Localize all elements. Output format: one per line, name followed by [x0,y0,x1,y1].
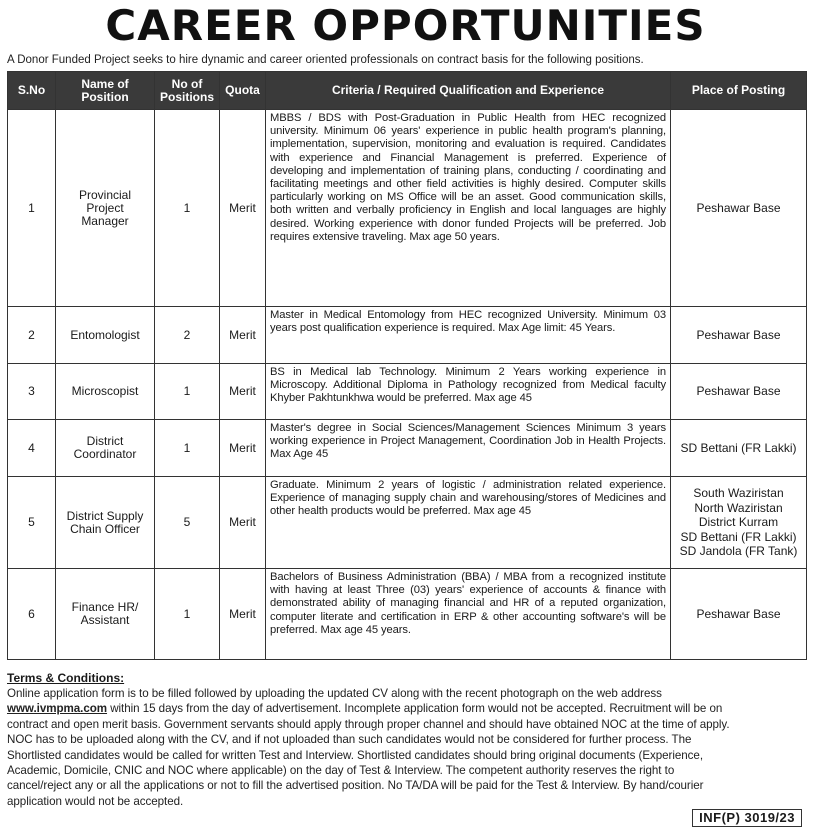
terms-body [7,686,806,809]
table-row [8,307,807,364]
cell-quota: Merit [220,569,266,660]
reference-number: INF(P) 3019/23 [692,809,802,827]
cell-text: SD Jandola (FR Tank) [679,544,798,559]
terms-line: cancel/reject any or all the applications or not to fill the advertised position. No TA/DA will be paid for the Test & Interview. By hand/courier [7,779,704,793]
cell-position-name [56,420,155,477]
table-row [8,420,807,477]
table-row [8,110,807,307]
cell-posting [671,420,807,477]
cell-sno: 4 [8,420,56,477]
header-quota: Quota [220,72,266,110]
cell-position-name [56,110,155,307]
cell-positions: 1 [155,364,220,420]
header-position-name [56,72,155,110]
cell-text: Manager [81,213,129,228]
intro-text: A Donor Funded Project seeks to hire dynamic and career oriented professionals on contract basis for the following positions. [7,54,644,66]
terms-line: contract and open merit basis. Government servants should apply through proper channel and should have obtained NOC at the time of apply. [7,717,730,731]
cell-positions: 1 [155,569,220,660]
cell-position-name [56,569,155,660]
cell-text: District Supply [66,508,144,523]
cell-position-name [56,307,155,364]
website-link[interactable]: www.ivmpma.com [7,702,108,716]
header-text: Positions [159,89,214,104]
cell-sno: 3 [8,364,56,420]
cell-text: Chain Officer [70,521,140,536]
terms-line: Shortlisted candidates would be called for written Test and Interview. Shortlisted candidates should bring original documents (Experience, [7,748,703,762]
terms-line: application would not be accepted. [7,794,184,808]
terms-line: Academic, Domicile, CNIC and NOC where applicable) on the day of Test & Interview. The competent authority reserves the right to [7,764,675,778]
page-title: CAREER OPPORTUNITIES [105,1,706,50]
cell-positions: 2 [155,307,220,364]
terms-line: NOC has to be uploaded along with the CV, and if not uploaded than such candidates would not be considered for further process. The [7,733,692,747]
cell-sno: 5 [8,477,56,569]
cell-quota: Merit [220,307,266,364]
cell-position-name [56,364,155,420]
cell-text: Project [86,200,124,215]
positions-table [7,71,807,660]
cell-quota: Merit [220,364,266,420]
cell-criteria: MBBS / BDS with Post-Graduation in Public Health from HEC recognized university. Minimum 06 years' experience in public health program's planning, implementation, supervision, monitoring and evaluation is required. Candidates with experience and Financial Management is preferred. Experience of developing and implementation of training plans, conducting / coordinating and facilitating meetings and other field activities is highly desired. Computer skills particularly working on MS Office will be an asset. Good communication skills, both written and verbally proficiency in English and local languages are highly desired. Working experience with donor funded Projects will be preferred. Job requires extensive traveling. Max age 50 years. [266,110,671,307]
cell-criteria: Master's degree in Social Sciences/Management Sciences Minimum 3 years working experience in Project Management, Coordination Job in Health Projects. Max Age 45 [266,420,671,477]
cell-text: Microscopist [71,384,139,398]
cell-posting [671,477,807,569]
terms-text: within 15 days from the day of advertisement. Incomplete application form would not be accepted. Recruitment will be on [107,702,723,716]
cell-text: SD Bettani (FR Lakki) [680,440,797,455]
cell-position-name [56,477,155,569]
cell-quota: Merit [220,477,266,569]
cell-text: Peshawar Base [696,606,781,621]
header-no-of-positions [155,72,220,110]
terms-and-conditions [7,671,806,809]
cell-posting [671,364,807,420]
header-text: Name of [81,76,129,91]
terms-line [7,701,806,716]
cell-text: South Waziristan [693,486,784,501]
cell-text: Peshawar Base [696,327,781,342]
advertisement-page [3,3,808,829]
cell-text: SD Bettani (FR Lakki) [680,529,797,544]
cell-posting [671,110,807,307]
header-criteria: Criteria / Required Qualification and Experience [266,72,671,110]
table-row [8,569,807,660]
cell-text: North Waziristan [694,500,783,515]
table-row [8,364,807,420]
header-text: Position [81,89,129,104]
header-sno: S.No [8,72,56,110]
cell-criteria: Bachelors of Business Administration (BBA) / MBA from a recognized institute with having at least Three (03) years' experience of accounts & finance with demonstrated ability of managing financial and HR of a reputed organization, computer literate and certification in ERP & other accounting software's will be preferred. Max age 45 years. [266,569,671,660]
cell-text: Entomologist [70,327,140,342]
cell-posting [671,569,807,660]
terms-heading: Terms & Conditions: [7,671,125,685]
cell-text: Peshawar Base [696,200,781,215]
cell-text: District [86,434,124,448]
header-place-of-posting: Place of Posting [671,72,807,110]
cell-positions: 1 [155,110,220,307]
cell-criteria: Graduate. Minimum 2 years of logistic / administration related experience. Experience of managing supply chain and warehousing/stores of Medicines and other health products would be preferred. Max age 45 [266,477,671,569]
cell-positions: 1 [155,420,220,477]
cell-posting [671,307,807,364]
table-row [8,477,807,569]
cell-sno: 6 [8,569,56,660]
cell-text: Provincial [78,187,132,202]
cell-text: District Kurram [698,515,779,530]
terms-line: Online application form is to be filled followed by uploading the updated CV along with the recent photograph on the web address [7,687,662,700]
cell-text: Assistant [80,613,130,627]
table-header-row [8,72,807,110]
header-text: No of [171,76,203,91]
cell-sno: 2 [8,307,56,364]
cell-quota: Merit [220,420,266,477]
cell-quota: Merit [220,110,266,307]
cell-text: Coordinator [73,447,137,461]
cell-sno: 1 [8,110,56,307]
cell-criteria: Master in Medical Entomology from HEC recognized University. Minimum 03 years post qualification experience is required. Max Age limit: 45 Years. [266,307,671,364]
cell-text: Finance HR/ [71,600,139,614]
cell-criteria: BS in Medical lab Technology. Minimum 2 Years working experience in Microscopy. Additional Diploma in Pathology recognized from Medical faculty Khyber Pakhtunkhwa would be preferred. Max age 45 [266,364,671,420]
cell-positions: 5 [155,477,220,569]
cell-text: Peshawar Base [696,384,781,399]
